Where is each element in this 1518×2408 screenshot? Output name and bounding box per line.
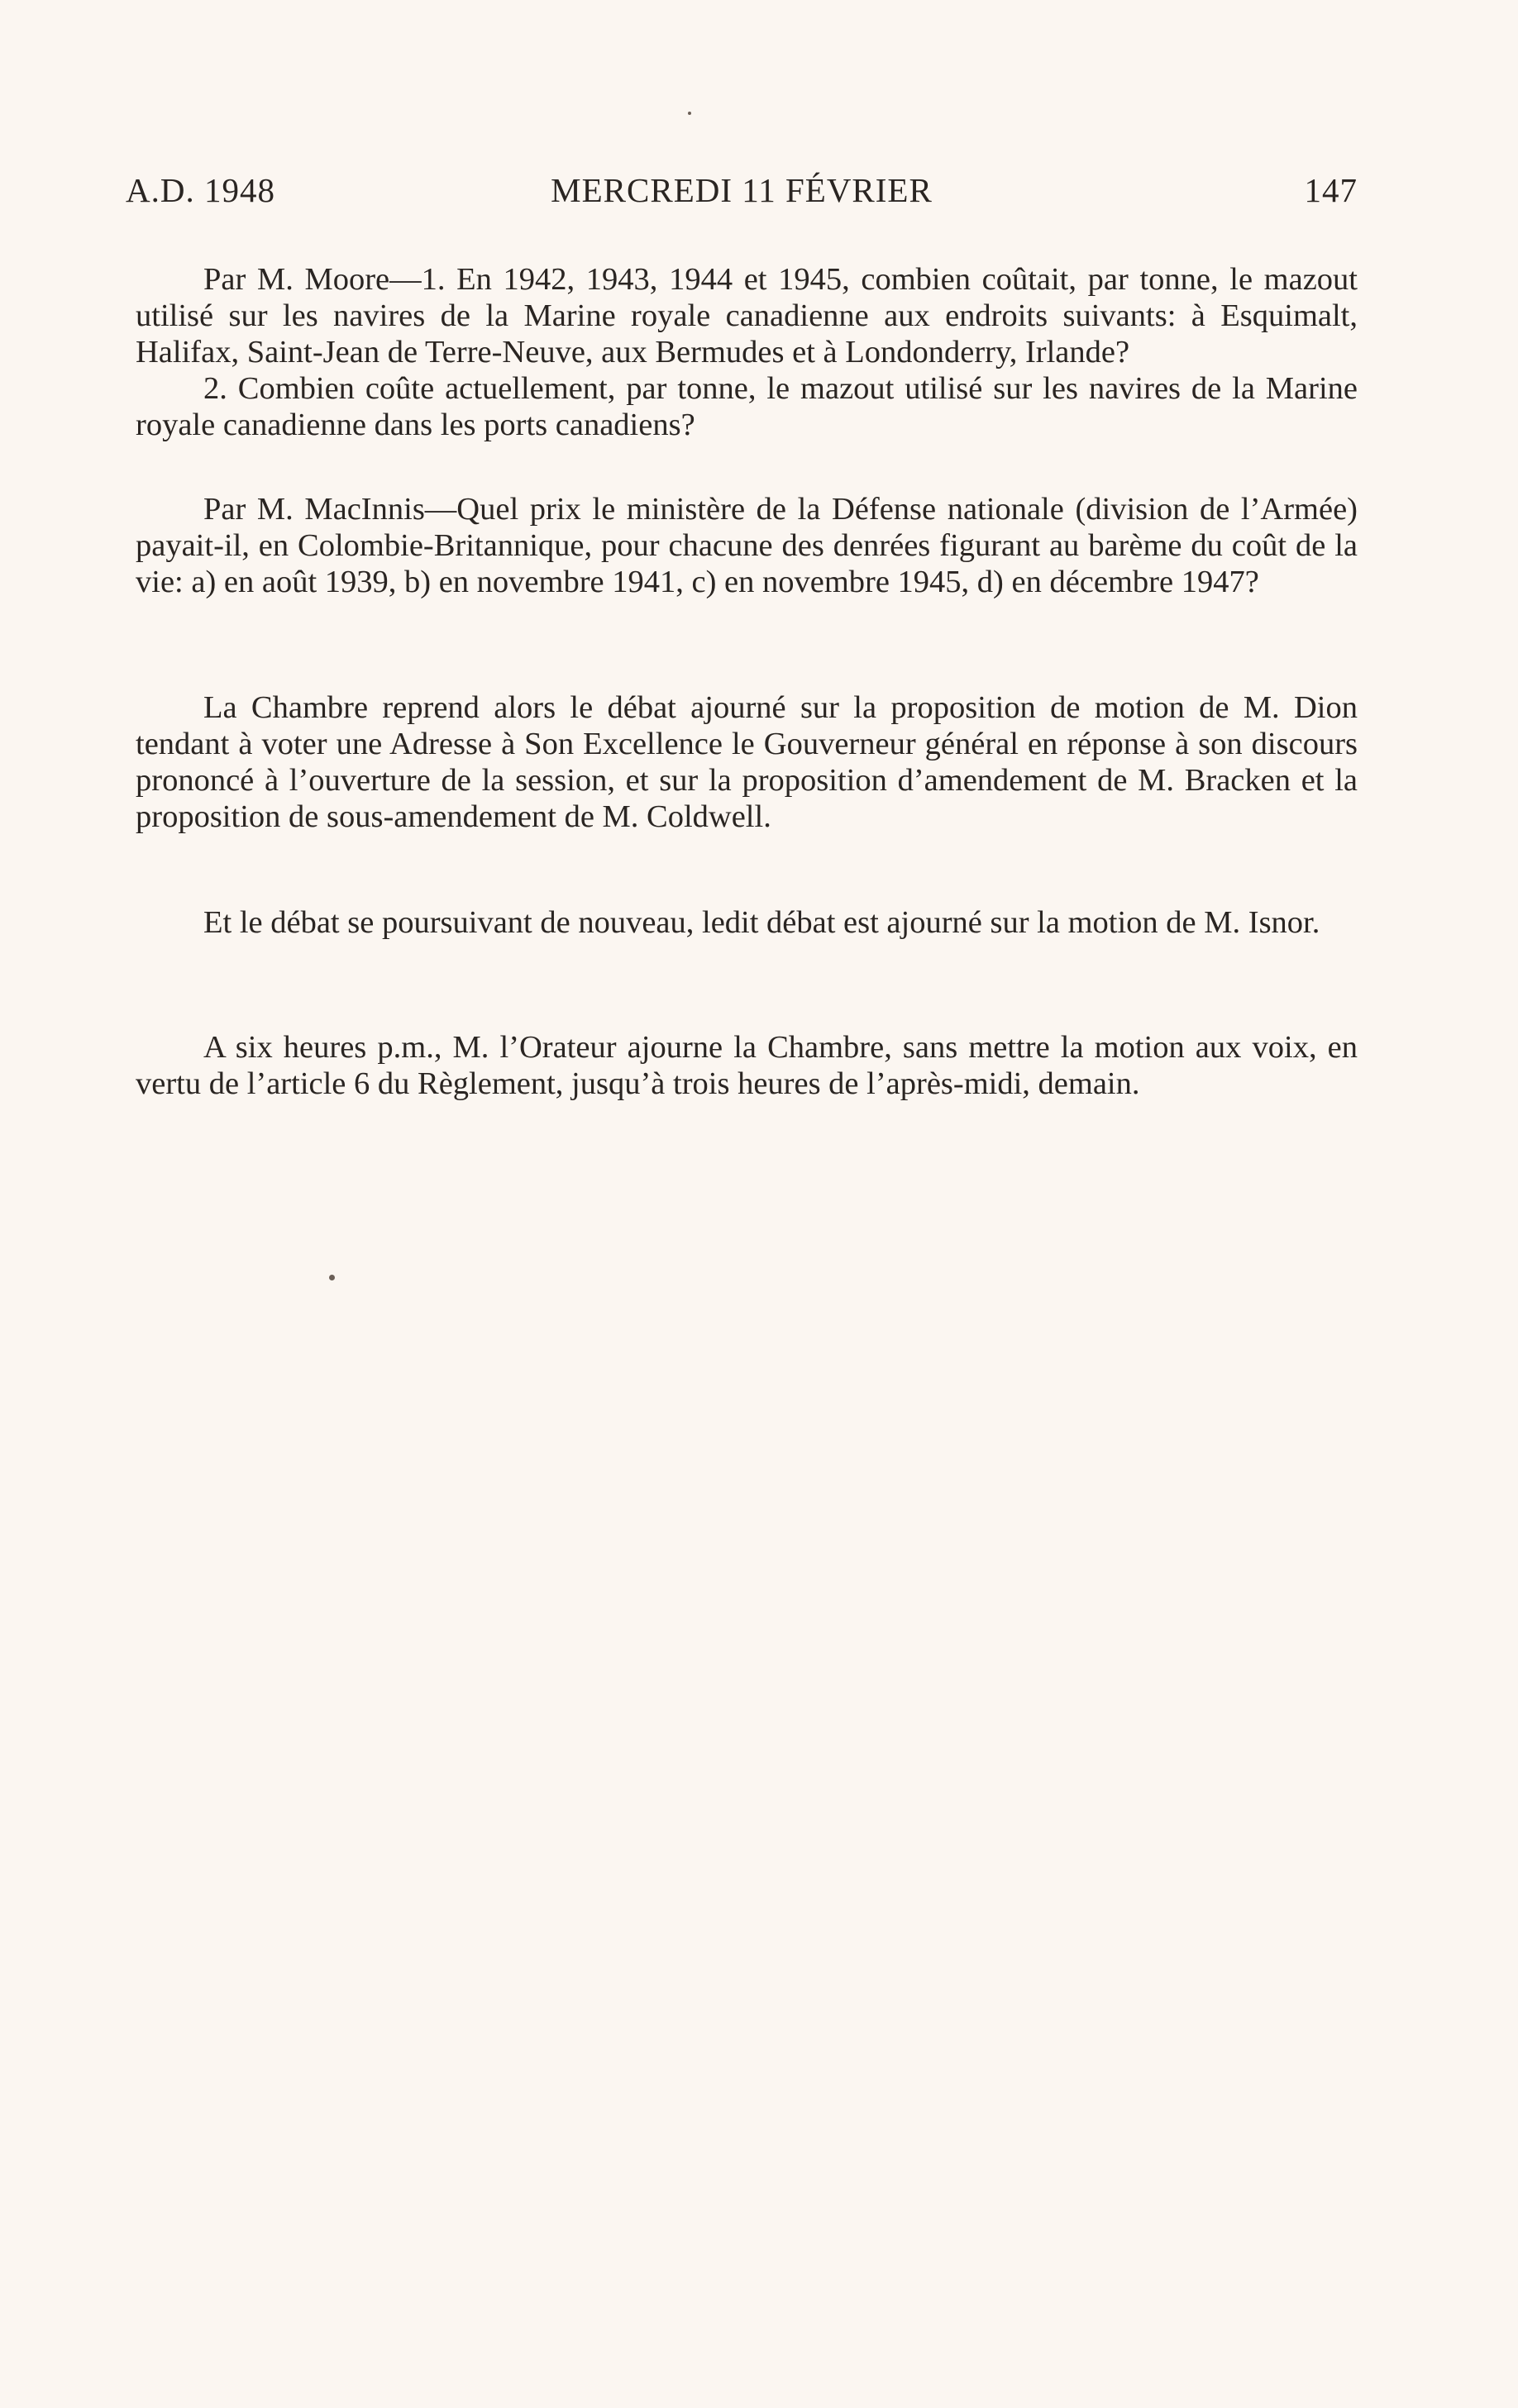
adjournment-paragraph: [136, 904, 1358, 941]
running-head-date: MERCREDI 11 FÉVRIER: [551, 171, 933, 209]
closing-text: A six heures p.m., M. l’Orateur ajourne la Chambre, sans mettre la motion aux voix, en vertu de l’article 6 du Règlement, jusqu’à trois heures de l’après-midi, demain.: [136, 1030, 1358, 1101]
adjournment-text: Et le débat se poursuivant de nouveau, ledit débat est ajourné sur la motion de M. Isnor.: [203, 905, 1320, 940]
question-moore-part-2: 2. Combien coûte actuellement, par tonne, le mazout utilisé sur les navires de la Marine royale canadienne dans les ports canadiens?: [136, 371, 1358, 442]
question-macinnis: [136, 491, 1358, 600]
question-macinnis-text: Par M. MacInnis—Quel prix le ministère de la Défense nationale (division de l’Armée) payait-il, en Colombie-Britannique, pour chacune des denrées figurant au barème du coût de la vie: a) en août 1939, b) en novembre 1941, c) en novembre 1945, d) en décembre 1947?: [136, 492, 1358, 599]
page-number: 147: [1304, 171, 1358, 209]
closing-paragraph: [136, 1029, 1358, 1102]
debate-paragraph: [136, 689, 1358, 835]
running-head: [126, 170, 1358, 220]
debate-text: La Chambre reprend alors le débat ajourné sur la proposition de motion de M. Dion tendant à voter une Adresse à Son Excellence le Gouverneur général en réponse à son discours prononcé à l’ouverture de la session, et sur la proposition d’amendement de M. Bracken et la proposition de sous-amendement de M. Coldwell.: [136, 690, 1358, 834]
paper-speck: [688, 112, 691, 115]
paper-speck: [329, 1275, 335, 1280]
question-moore: [136, 261, 1358, 443]
question-moore-part-1: Par M. Moore—1. En 1942, 1943, 1944 et 1945, combien coûtait, par tonne, le mazout utilisé sur les navires de la Marine royale canadienne aux endroits suivants: à Esquimalt, Halifax, Saint-Jean de Terre-Neuve, aux Bermudes et à Londonderry, Irlande?: [136, 262, 1358, 370]
running-head-year: A.D. 1948: [126, 171, 275, 209]
